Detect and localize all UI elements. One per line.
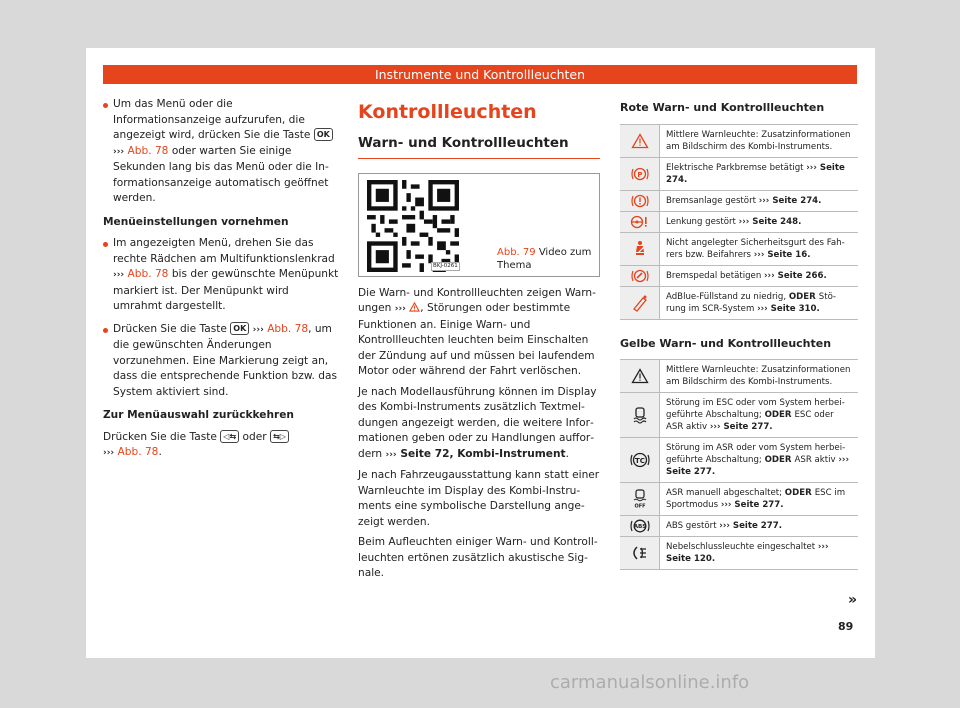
bullet-item [103, 97, 340, 207]
warning-light-row [620, 360, 858, 393]
rear-fog-icon [620, 537, 660, 569]
ref-arrow: ››› [103, 448, 115, 458]
warning-triangle-icon [620, 125, 660, 157]
ref-arrow: ››› [252, 324, 264, 335]
svg-text:OFF: OFF [633, 503, 646, 509]
warning-light-row [620, 483, 858, 516]
ref-arrow: ››› [113, 270, 125, 280]
figure-box [358, 173, 600, 277]
text: , Störungen oder bestimmte Funktionen an. Einige Warn- und Kontrollleuchten leuchten beim Einschalten der Zündung auf und müssen bei laufendem Motor oder während der Fahrt verlöschen. [358, 302, 595, 377]
ref-arrow: ››› [394, 304, 406, 314]
warning-light-row [620, 516, 858, 537]
column-right [620, 100, 858, 586]
warning-light-description: Mittlere Warnleuchte: Zusatzinformationen am Bildschirm des Kombi-Instruments. [666, 129, 851, 152]
section-title: Kontrollleuchten [358, 101, 537, 123]
page-header: Instrumente und Kontrollleuchten [103, 65, 857, 84]
forward-key-icon: ⇆▷ [270, 430, 289, 443]
warning-light-row [620, 125, 858, 158]
caption-text: Video zum Thema [497, 246, 592, 271]
text: oder [242, 430, 267, 443]
warning-light-row [620, 233, 858, 266]
adblue-icon [620, 287, 660, 319]
continue-mark: » [848, 592, 858, 608]
figure-link[interactable]: Abb. 78 [267, 322, 309, 335]
red-lights-table [620, 124, 858, 320]
warning-light-row [620, 266, 858, 287]
warning-light-description: Nebelschlussleuchte eingeschaltet ››› Seite 120. [666, 542, 829, 564]
warning-light-row [620, 212, 858, 233]
column-left [103, 97, 340, 462]
paragraph [103, 430, 340, 462]
body-text [358, 286, 600, 582]
ok-key-icon: OK [230, 322, 249, 335]
svg-text:ABS: ABS [633, 524, 646, 531]
warning-light-description: ASR manuell abgeschaltet; ODER ESC im Sportmodus ››› Seite 277. [666, 488, 846, 510]
warning-light-description: Bremspedal betätigen ››› Seite 266. [666, 270, 827, 281]
warning-light-description: Bremsanlage gestört ››› Seite 274. [666, 195, 822, 206]
bullet-item [103, 322, 340, 401]
parking-brake-icon [620, 158, 660, 190]
seatbelt-icon [620, 233, 660, 265]
subheading: Menüeinstellungen vornehmen [103, 215, 289, 228]
figure-label: Abb. 79 [497, 246, 536, 258]
warning-light-description: Mittlere Warnleuchte: Zusatzinformationen am Bildschirm des Kombi-Instruments. [666, 365, 851, 387]
yellow-lights-table [620, 359, 858, 570]
warning-light-description: ABS gestört ››› Seite 277. [666, 521, 783, 531]
text: . [158, 446, 162, 458]
paragraph [358, 385, 600, 464]
warning-light-row [620, 158, 858, 191]
text: oder warten Sie einige Sekunden lang bis das Menü oder die Informationsanzeige automatisch geöffnet werden. [113, 144, 329, 204]
figure-caption [497, 246, 599, 272]
back-key-icon: ◁⇆ [220, 430, 239, 443]
section-subtitle: Warn- und Kontrollleuchten [358, 136, 600, 159]
warning-light-description: Lenkung gestört ››› Seite 248. [666, 216, 802, 227]
warning-light-description: AdBlue-Füllstand zu niedrig, ODER Störung im SCR-System ››› Seite 310. [666, 291, 836, 314]
warning-light-description: Elektrische Parkbremse betätigt ››› Seite 274. [666, 162, 845, 185]
text: . [565, 447, 569, 460]
text: Je nach Modellausführung können im Display des Kombi-Instruments zusätzlich Textmeldungen angezeigt werden, die weitere Informationen geben oder zu Handlungen auffordern [358, 385, 597, 460]
warning-triangle-icon [620, 360, 660, 392]
text: Drücken Sie die Taste [103, 430, 217, 443]
bullet-item [103, 236, 340, 315]
paragraph: Je nach Fahrzeugausstattung kann statt einer Warnleuchte im Display des Kombi-Instruments eine symbolische Darstellung angezeigt werden. [358, 469, 600, 528]
text: Um das Menü oder die Informationsanzeige aufzurufen, die angezeigt wird, drücken Sie die Taste [113, 98, 311, 141]
paragraph [358, 286, 600, 380]
text: bis der gewünschte Menüpunkt markiert ist. Der Menüpunkt wird umrahmt dargestellt. [113, 268, 339, 312]
red-lights-heading: Rote Warn- und Kontrollleuchten [620, 101, 825, 114]
ok-key-icon: OK [314, 128, 333, 141]
svg-text:P: P [636, 170, 643, 179]
warning-light-row [620, 191, 858, 212]
abs-icon [620, 516, 660, 536]
footer-watermark: carmanualsonline.info [550, 672, 750, 693]
figure-code: BKJ-0261 [433, 262, 458, 269]
text: Drücken Sie die Taste [113, 322, 227, 335]
text: , um die gewünschten Änderungen vorzunehmen. Eine Markierung zeigt an, dass die entsprechende Funktion bzw. das System aktiviert sind. [113, 322, 338, 398]
figure-link[interactable]: Abb. 78 [127, 268, 169, 280]
warning-light-description: Störung im ASR oder vom System herbeigeführte Abschaltung; ODER ASR aktiv ››› Seite 277. [666, 443, 849, 477]
paragraph: Beim Aufleuchten einiger Warn- und Kontrollleuchten ertönen zusätzlich akustische Signale. [358, 536, 598, 579]
warning-light-row [620, 393, 858, 438]
esc-off-icon [620, 483, 660, 515]
warning-triangle-icon [409, 302, 420, 312]
ref-arrow: ››› [385, 449, 397, 460]
warning-light-description: Nicht angelegter Sicherheitsgurt des Fahrers bzw. Beifahrers ››› Seite 16. [666, 237, 845, 260]
warning-light-row [620, 537, 858, 570]
brake-pedal-icon [620, 266, 660, 286]
figure-link[interactable]: Abb. 78 [127, 144, 169, 157]
text: Im angezeigten Menü, drehen Sie das rechte Rädchen am Multifunktionslenkrad [113, 237, 335, 265]
tc-icon [620, 438, 660, 482]
figure-link[interactable]: Abb. 78 [117, 446, 159, 458]
warning-light-description: Störung im ESC oder vom System herbeigeführte Abschaltung; ODER ESC oder ASR aktiv ››› Seite 277. [666, 398, 845, 432]
svg-text:TC: TC [634, 456, 645, 465]
qr-code-icon[interactable] [367, 180, 459, 272]
warning-light-row [620, 438, 858, 483]
brake-system-icon [620, 191, 660, 211]
column-middle [358, 100, 600, 587]
esc-icon [620, 393, 660, 437]
subheading: Zur Menüauswahl zurückkehren [103, 409, 294, 421]
ref-arrow: ››› [113, 146, 125, 157]
steering-icon [620, 212, 660, 232]
page-link[interactable]: Seite 72, Kombi-Instrument [400, 447, 566, 460]
page-number: 89 [838, 620, 854, 633]
yellow-lights-heading: Gelbe Warn- und Kontrollleuchten [620, 336, 832, 350]
warning-light-row [620, 287, 858, 320]
text: Die Warn- und Kontrollleuchten zeigen Warnungen [358, 286, 596, 314]
